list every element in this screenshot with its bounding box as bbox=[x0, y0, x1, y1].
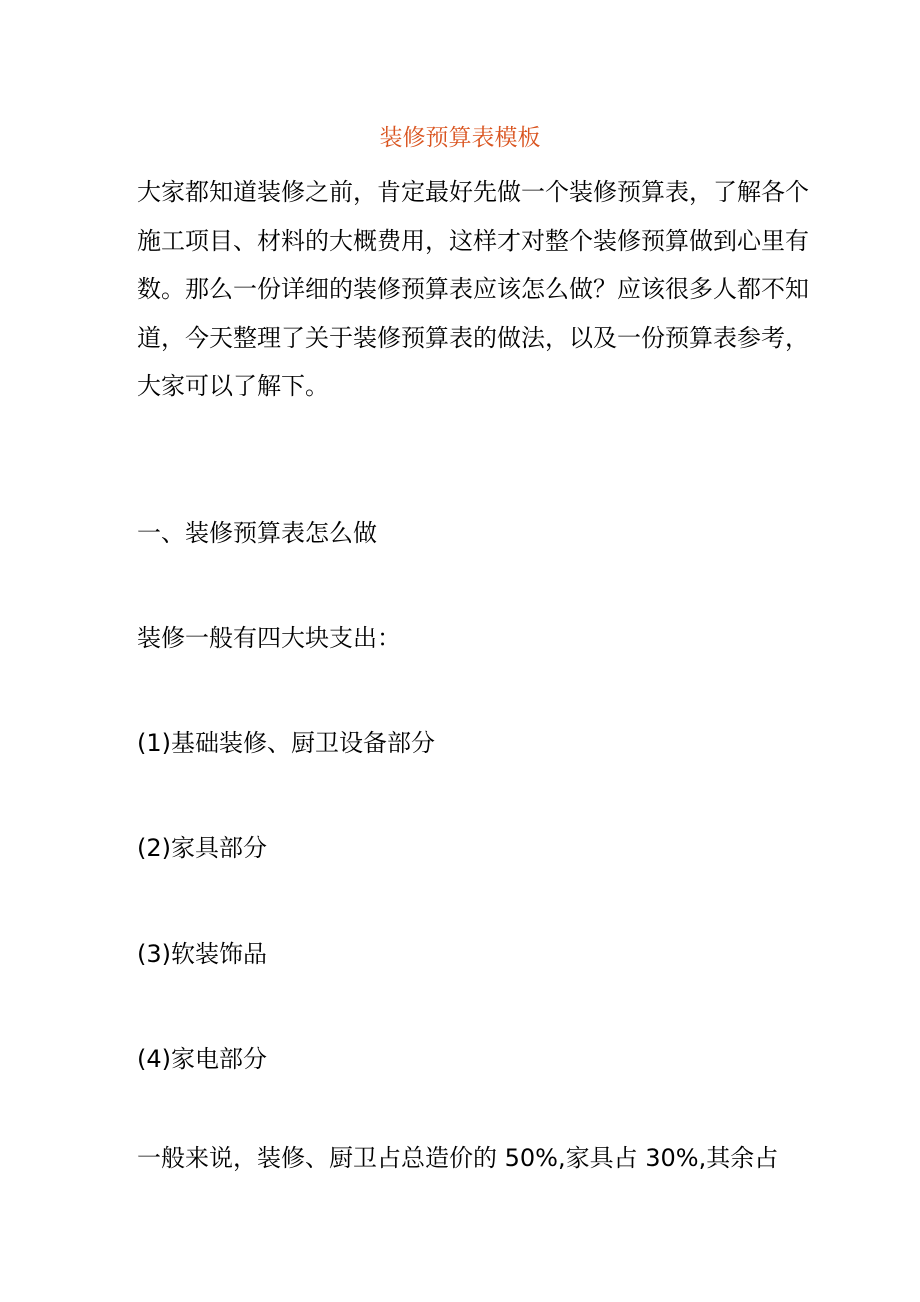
expense-intro: 装修一般有四大块支出： bbox=[137, 624, 401, 652]
intro-line: 施工项目、材料的大概费用，这样才对整个装修预算做到心里有 bbox=[137, 226, 809, 255]
summary-line: 一般来说，装修、厨卫占总造价的 50%,家具占 30%,其余占 bbox=[137, 1144, 779, 1172]
expense-item: (1)基础装修、厨卫设备部分 bbox=[137, 729, 435, 757]
expense-item: (4)家电部分 bbox=[137, 1045, 267, 1073]
intro-line: 大家都知道装修之前，肯定最好先做一个装修预算表，了解各个 bbox=[137, 178, 809, 206]
intro-line: 道，今天整理了关于装修预算表的做法，以及一份预算表参考， bbox=[137, 323, 809, 352]
section-heading: 一、装修预算表怎么做 bbox=[137, 519, 377, 547]
expense-item: (3)软装饰品 bbox=[137, 940, 267, 968]
document-title: 装修预算表模板 bbox=[379, 125, 541, 151]
intro-line: 大家可以了解下。 bbox=[137, 372, 329, 400]
intro-line: 数。那么一份详细的装修预算表应该怎么做？应该很多人都不知 bbox=[137, 275, 809, 303]
intro-paragraph bbox=[137, 168, 813, 411]
expense-item: (2)家具部分 bbox=[137, 834, 267, 862]
